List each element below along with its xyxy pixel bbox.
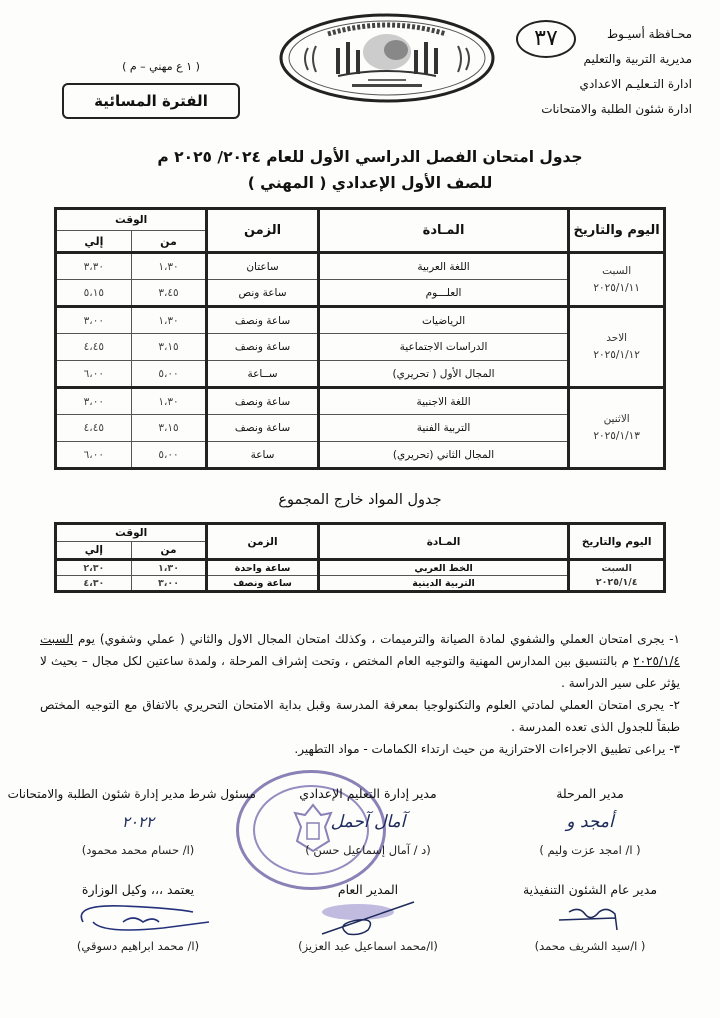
note-2: ٢- يجرى امتحان العملي لمادتي العلوم والتكنولوجيا بمعرفة المدرسة وقبل بداية الامتحان التحريري بالاتفاق مع التوجيه المختص طبقاً للجدول الذى تعده المدرسة . [40, 698, 680, 734]
from-cell: ٣،٤٥ [131, 280, 207, 307]
day-name: الاثنين [603, 413, 630, 425]
exam-code: ( ١ ع مهني – م ) [122, 60, 200, 73]
directorate-label: مديرية التربية والتعليم [583, 52, 692, 66]
main-exam-table [54, 207, 666, 470]
stage-director-block [480, 784, 700, 860]
general-director-name: (ا/محمد اسماعيل عبد العزيز) [298, 939, 438, 953]
day-cell [569, 388, 665, 469]
exec-affairs-block [480, 880, 700, 956]
duration-cell: ساعة [207, 442, 318, 469]
subject-cell: الرياضيات [318, 307, 569, 334]
table-row [56, 307, 665, 334]
governorate-label: محـافظة أسيـوط [607, 27, 692, 41]
students-affairs-title: مسئول شرط مدير إدارة شئون الطلبة والامتحانات [7, 787, 256, 801]
day-cell [569, 560, 665, 592]
subject-cell: الخط العربي [318, 560, 569, 576]
day-date: ٢٠٢٥/١/١١ [593, 281, 640, 294]
duration-cell: ساعة ونصف [207, 307, 318, 334]
students-affairs-signature: ٢٠٢٢ [121, 813, 155, 831]
day-cell [569, 307, 665, 388]
exec-affairs-title: مدير عام الشئون التنفيذية [522, 882, 658, 897]
note-1-text-a: ١- يجرى امتحان العملي والشفوي لمادة الصيانة والترميمات ، وكذلك امتحان المجال الاول والثاني ( عملي وشفوي) يوم [78, 632, 680, 646]
subject-cell: اللغة الاجنبية [318, 388, 569, 415]
duration-cell: ساعتان [207, 253, 318, 280]
day-date: ٢٠٢٥/١/١٢ [593, 349, 640, 361]
to-cell: ٣،٠٠ [56, 388, 132, 415]
header-time: الوقت [56, 209, 207, 231]
subject-cell: التربية الدينية [318, 576, 569, 592]
administration-label: ادارة التـعليـم الاعدادي [579, 77, 692, 91]
subject-cell: الدراسات الاجتماعية [318, 334, 569, 361]
notes-section [40, 628, 680, 760]
period-label: الفترة المسائية [62, 83, 240, 119]
day-date: ٢٠٢٥/١/١٣ [593, 430, 640, 442]
students-affairs-block [7, 784, 256, 860]
from-cell: ٣،١٥ [131, 334, 207, 361]
note-1-text-b: م بالتنسيق بين المدارس المهنية والتوجيه العام المختص ، وتحت إشراف المرحلة ، ولمدة ساعتين لكل مجال – بحيث لا يؤثر على سير الدراسة . [40, 654, 680, 690]
note-1 [40, 628, 680, 694]
students-affairs-name: (ا/ حسام محمد محمود) [81, 843, 195, 857]
subject-cell: المجال الأول ( تحريري) [318, 361, 569, 388]
day-name: السبت [602, 264, 632, 277]
stage-director-name: ( ا/ امجد عزت وليم ) [539, 843, 641, 857]
duration-cell: ساعة واحدة [207, 560, 318, 576]
deputy-signature [63, 900, 213, 936]
to-cell: ٤،٤٥ [56, 415, 132, 442]
duration-cell: ساعة ونصف [207, 388, 318, 415]
header-time: الوقت [56, 524, 207, 542]
to-cell: ٥،١٥ [56, 280, 132, 307]
directorate-logo [278, 12, 496, 104]
deputy-title: يعتمد ،،، وكيل الوزارة [81, 882, 195, 897]
from-cell: ١،٣٠ [131, 388, 207, 415]
header-to: إلي [56, 231, 132, 253]
from-cell: ٥،٠٠ [131, 442, 207, 469]
day-name: السبت [601, 562, 632, 574]
from-cell: ٥،٠٠ [131, 361, 207, 388]
header-from: من [131, 542, 207, 560]
table-row [56, 253, 665, 280]
day-name: الاحد [606, 332, 628, 344]
header-day-date: اليوم والتاريخ [569, 209, 665, 253]
header-subject: المـادة [318, 209, 569, 253]
from-cell: ١،٣٠ [131, 560, 207, 576]
to-cell: ٢،٣٠ [56, 560, 132, 576]
subject-cell: المجال الثاني (تحريري) [318, 442, 569, 469]
from-cell: ٣،١٥ [131, 415, 207, 442]
duration-cell: ساعة ونصف [207, 576, 318, 592]
deputy-block [20, 880, 256, 956]
duration-cell: ساعة ونصف [207, 334, 318, 361]
duration-cell: ساعة ونص [207, 280, 318, 307]
extra-subjects-table [54, 522, 666, 593]
header-day-date: اليوم والتاريخ [569, 524, 665, 560]
to-cell: ٣،٠٠ [56, 307, 132, 334]
header-to: إلي [56, 542, 132, 560]
prep-admin-block [258, 784, 478, 860]
header-from: من [131, 231, 207, 253]
note-1-date: السبت ٢٠٢٥/١/٤ [40, 632, 680, 668]
subject-cell: اللغة العربية [318, 253, 569, 280]
table-row [56, 388, 665, 415]
extra-subjects-title: جدول المواد خارج المجموع [278, 492, 442, 508]
duration-cell: ساعة ونصف [207, 415, 318, 442]
day-date: ٢٠٢٥/١/٤ [595, 576, 638, 588]
prep-admin-signature: آمال آحمل [330, 812, 406, 832]
prep-admin-name: (د / آمال إسماعيل حسن ) [305, 843, 431, 857]
schedule-subtitle: للصف الأول الإعدادي ( المهني ) [247, 174, 493, 192]
from-cell: ١،٣٠ [131, 307, 207, 334]
subject-cell: التربية الفنية [318, 415, 569, 442]
deputy-name: (ا/ محمد ابراهيم دسوقي) [76, 939, 200, 953]
general-director-title: المدير العام [337, 882, 399, 897]
general-director-block [258, 880, 478, 956]
signature-row-2 [20, 880, 700, 956]
stage-director-title: مدير المرحلة [556, 786, 624, 801]
table-row [56, 560, 665, 576]
header-subject: المـادة [318, 524, 569, 560]
header-duration: الزمن [207, 524, 318, 560]
stage-director-signature: أمجد و [566, 812, 614, 832]
to-cell: ٦،٠٠ [56, 361, 132, 388]
from-cell: ١،٣٠ [131, 253, 207, 280]
duration-cell: ســاعة [207, 361, 318, 388]
day-cell [569, 253, 665, 307]
exec-affairs-name: ( ا/سيد الشريف محمد) [534, 939, 646, 953]
prep-admin-title: مدير إدارة التعليم الإعدادي [299, 786, 437, 801]
to-cell: ٦،٠٠ [56, 442, 132, 469]
from-cell: ٣،٠٠ [131, 576, 207, 592]
header-duration: الزمن [207, 209, 318, 253]
schedule-title: جدول امتحان الفصل الدراسي الأول للعام ٢٠٢٤/ ٢٠٢٥ م [157, 148, 583, 166]
general-director-signature [308, 900, 428, 936]
to-cell: ٤،٤٥ [56, 334, 132, 361]
subject-cell: العلـــوم [318, 280, 569, 307]
note-3: ٣- يراعى تطبيق الاجراءات الاحترازية من حيث ارتداء الكمامات - مواد التطهير. [294, 742, 680, 756]
page-number-circle: ٣٧ [516, 20, 576, 58]
exec-affairs-signature [555, 900, 625, 936]
to-cell: ٣،٣٠ [56, 253, 132, 280]
department-label: ادارة شئون الطلبة والامتحانات [541, 102, 692, 116]
signature-row-1 [7, 784, 700, 860]
to-cell: ٤،٣٠ [56, 576, 132, 592]
